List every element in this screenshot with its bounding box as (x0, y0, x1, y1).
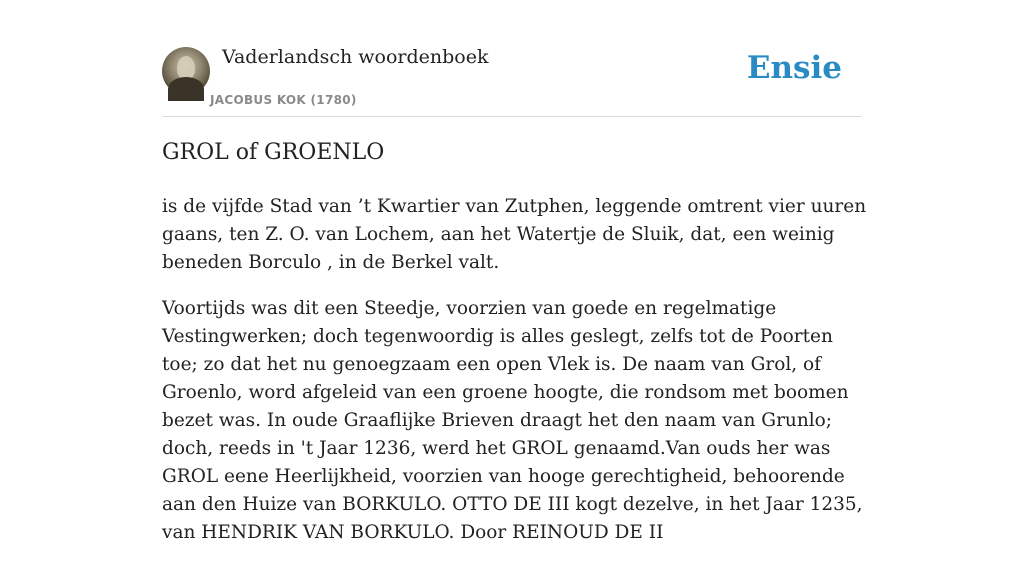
header (162, 40, 862, 117)
entry-content (162, 193, 867, 565)
entry-paragraph-2: Voortijds was dit een Steedje, voorzien van goede en regelmatige Vestingwerken; doch tegenwoordig is alles geslegt, zelfs tot de Poorten toe; zo dat het nu genoegzaam een open Vlek is. De naam van Grol, of Groenlo, word afgeleid van een groene hoogte, die rondsom met boomen bezet was. In oude Graaflijke Brieven draagt het den naam van Grunlo; doch, reeds in 't Jaar 1236, werd het GROL genaamd.Van ouds her was GROL eene Heerlijkheid, voorzien van hooge gerechtigheid, behoorende aan den Huize van BORKULO. OTTO DE III kogt dezelve, in het Jaar 1235, van HENDRIK VAN BORKULO. Door REINOUD DE II (162, 298, 863, 543)
portrait-coat (168, 77, 204, 101)
ensie-logo[interactable]: Ensie (746, 50, 842, 86)
book-title[interactable]: Vaderlandsch woordenboek (222, 46, 489, 68)
author-name[interactable]: JACOBUS KOK (1780) (210, 93, 357, 107)
author-avatar[interactable] (162, 47, 210, 95)
entry-title: GROL of GROENLO (162, 140, 385, 165)
entry-paragraph-1: is de vijfde Stad van ’t Kwartier van Zutphen, leggende omtrent vier uuren gaans, ten Z. O. van Lochem, aan het Watertje de Sluik, dat, een weinig beneden Borculo , in de Berkel valt. (162, 196, 867, 273)
